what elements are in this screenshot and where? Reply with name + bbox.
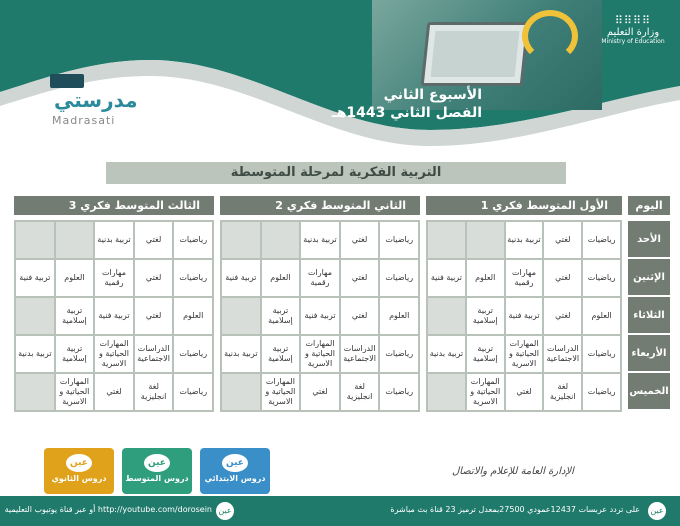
schedule-cell: تربية بدنية xyxy=(221,335,261,373)
schedule-cell xyxy=(221,221,261,259)
headset-icon xyxy=(522,10,578,62)
footer-broadcast-text: على تردد عربسات 12437عمودي 27500بمعدل ترميز 23 قناة بث مباشرة xyxy=(390,505,640,514)
schedule-cell: لغتي xyxy=(340,297,380,335)
card-label: دروس المتوسط xyxy=(125,474,189,483)
laptop-icon xyxy=(421,22,530,86)
directorate-logo: الإدارة العامة للإعلام والاتصال xyxy=(452,466,574,477)
schedule-cell: تربية فنية xyxy=(15,259,55,297)
schedule-cell: المهارات الحياتية و الاسرية xyxy=(505,335,544,373)
logo-text-en: Madrasati xyxy=(52,114,116,127)
section-header-1: الأول المتوسط فكري 1 xyxy=(426,196,622,215)
schedule-cell: رياضيات xyxy=(582,259,621,297)
schedule-cell xyxy=(427,373,466,411)
schedule-cell: لغتي xyxy=(543,221,582,259)
schedule-cell: تربية فنية xyxy=(221,259,261,297)
schedule-cell xyxy=(466,221,505,259)
schedule-cell: تربية فنية xyxy=(427,259,466,297)
schedule-cell: تربية فنية xyxy=(94,297,134,335)
schedule-cell xyxy=(15,373,55,411)
schedule-cell: لغتي xyxy=(134,259,174,297)
schedule-cell xyxy=(55,221,95,259)
page-title: التربية الفكرية لمرحلة المتوسطة xyxy=(106,162,566,184)
day-label: الإثنين xyxy=(628,259,670,295)
day-label: الخميس xyxy=(628,373,670,409)
ein-icon: عين xyxy=(216,502,234,520)
schedule-cell: تربية إسلامية xyxy=(55,335,95,373)
schedule-cell: لغتي xyxy=(543,259,582,297)
schedule-cell: تربية إسلامية xyxy=(261,335,301,373)
schedule-cell: العلوم xyxy=(466,259,505,297)
schedule-cell: رياضيات xyxy=(582,335,621,373)
schedule-cell: تربية بدنية xyxy=(505,221,544,259)
day-label: الأحد xyxy=(628,221,670,257)
card-intermediate[interactable] xyxy=(122,448,192,494)
schedule-grid-1 xyxy=(426,220,622,412)
eye-logo-icon: عين xyxy=(66,454,92,472)
schedule-cell: تربية فنية xyxy=(300,297,340,335)
schedule-cell: تربية فنية xyxy=(505,297,544,335)
schedule-cell: تربية إسلامية xyxy=(261,297,301,335)
schedule-cell: لغتي xyxy=(134,221,174,259)
schedule-cell xyxy=(427,297,466,335)
logo-text-ar: مدرستي xyxy=(54,88,138,112)
schedule-cell: لغة انجليزية xyxy=(340,373,380,411)
schedule-cell: الدراسات الاجتماعية xyxy=(543,335,582,373)
schedule-cell: مهارات رقمية xyxy=(505,259,544,297)
schedule-cell: لغتي xyxy=(505,373,544,411)
card-label: دروس الابتدائي xyxy=(204,474,266,483)
week-label: الأسبوع الثاني xyxy=(383,87,482,103)
schedule-cell: المهارات الحياتية و الاسرية xyxy=(300,335,340,373)
schedule-cell: لغة انجليزية xyxy=(134,373,174,411)
schedule-cell: رياضيات xyxy=(173,259,213,297)
schedule-cell: تربية إسلامية xyxy=(466,297,505,335)
schedule-cell: تربية إسلامية xyxy=(55,297,95,335)
schedule-cell: لغتي xyxy=(94,373,134,411)
schedule-cell: العلوم xyxy=(261,259,301,297)
schedule-cell: لغتي xyxy=(340,259,380,297)
footer-bar xyxy=(0,496,680,526)
card-primary[interactable] xyxy=(200,448,270,494)
schedule-cell: لغتي xyxy=(340,221,380,259)
schedule-cell: رياضيات xyxy=(379,259,419,297)
schedule-cell: الدراسات الاجتماعية xyxy=(134,335,174,373)
schedule-cell: العلوم xyxy=(173,297,213,335)
schedule-cell: لغتي xyxy=(543,297,582,335)
schedule-cell: تربية بدنية xyxy=(15,335,55,373)
ein-icon: عين xyxy=(648,502,666,520)
card-secondary[interactable] xyxy=(44,448,114,494)
ministry-logo: ⠿⠿⠿⠿ وزارة التعليم Ministry of Education xyxy=(598,14,668,45)
section-header-2: الثاني المتوسط فكري 2 xyxy=(220,196,420,215)
schedule-cell: المهارات الحياتية و الاسرية xyxy=(55,373,95,411)
schedule-grid-2 xyxy=(220,220,420,412)
schedule-cell: تربية بدنية xyxy=(300,221,340,259)
schedule-cell: مهارات رقمية xyxy=(94,259,134,297)
schedule-cell: رياضيات xyxy=(379,335,419,373)
madrasati-logo xyxy=(44,70,138,130)
schedule-cell: لغتي xyxy=(134,297,174,335)
schedule-cell: رياضيات xyxy=(173,221,213,259)
term-label: الفصل الثاني 1443هـ xyxy=(331,105,482,121)
schedule-cell: تربية إسلامية xyxy=(466,335,505,373)
schedule-cell: رياضيات xyxy=(173,335,213,373)
schedule-cell: العلوم xyxy=(55,259,95,297)
schedule-cell: المهارات الحياتية و الاسرية xyxy=(94,335,134,373)
schedule-cell xyxy=(427,221,466,259)
schedule-cell: تربية بدنية xyxy=(94,221,134,259)
ministry-name-en: Ministry of Education xyxy=(601,38,665,45)
schedule-cell xyxy=(221,373,261,411)
schedule-cell: رياضيات xyxy=(379,373,419,411)
eye-logo-icon: عين xyxy=(144,454,170,472)
day-label: الثلاثاء xyxy=(628,297,670,333)
schedule-cell: الدراسات الاجتماعية xyxy=(340,335,380,373)
schedule-cell: رياضيات xyxy=(379,221,419,259)
schedule-cell: تربية بدنية xyxy=(427,335,466,373)
schedule-cell: رياضيات xyxy=(173,373,213,411)
schedule-grid-3 xyxy=(14,220,214,412)
schedule-cell: المهارات الحياتية و الاسرية xyxy=(261,373,301,411)
card-label: دروس الثانوي xyxy=(51,474,107,483)
graduation-cap-icon xyxy=(50,74,84,88)
day-label: الأربعاء xyxy=(628,335,670,371)
schedule-cell: لغتي xyxy=(300,373,340,411)
footer-youtube-link[interactable]: أو عبر قناة يوتيوب التعليمية http://youtube.com/dorosein xyxy=(4,505,212,514)
day-column-header: اليوم xyxy=(628,196,670,215)
ministry-name-ar: وزارة التعليم xyxy=(606,27,660,38)
schedule-cell: لغة انجليزية xyxy=(543,373,582,411)
schedule-cell: رياضيات xyxy=(582,221,621,259)
week-info xyxy=(332,86,482,122)
schedule-cell: العلوم xyxy=(379,297,419,335)
eye-logo-icon: عين xyxy=(222,454,248,472)
schedule-cell xyxy=(15,297,55,335)
schedule-cell: رياضيات xyxy=(582,373,621,411)
section-header-3: الثالث المتوسط فكري 3 xyxy=(14,196,214,215)
schedule-cell xyxy=(15,221,55,259)
schedule-cell xyxy=(221,297,261,335)
schedule-cell: المهارات الحياتية و الاسرية xyxy=(466,373,505,411)
schedule-cell: مهارات رقمية xyxy=(300,259,340,297)
schedule-cell: العلوم xyxy=(582,297,621,335)
schedule-cell xyxy=(261,221,301,259)
